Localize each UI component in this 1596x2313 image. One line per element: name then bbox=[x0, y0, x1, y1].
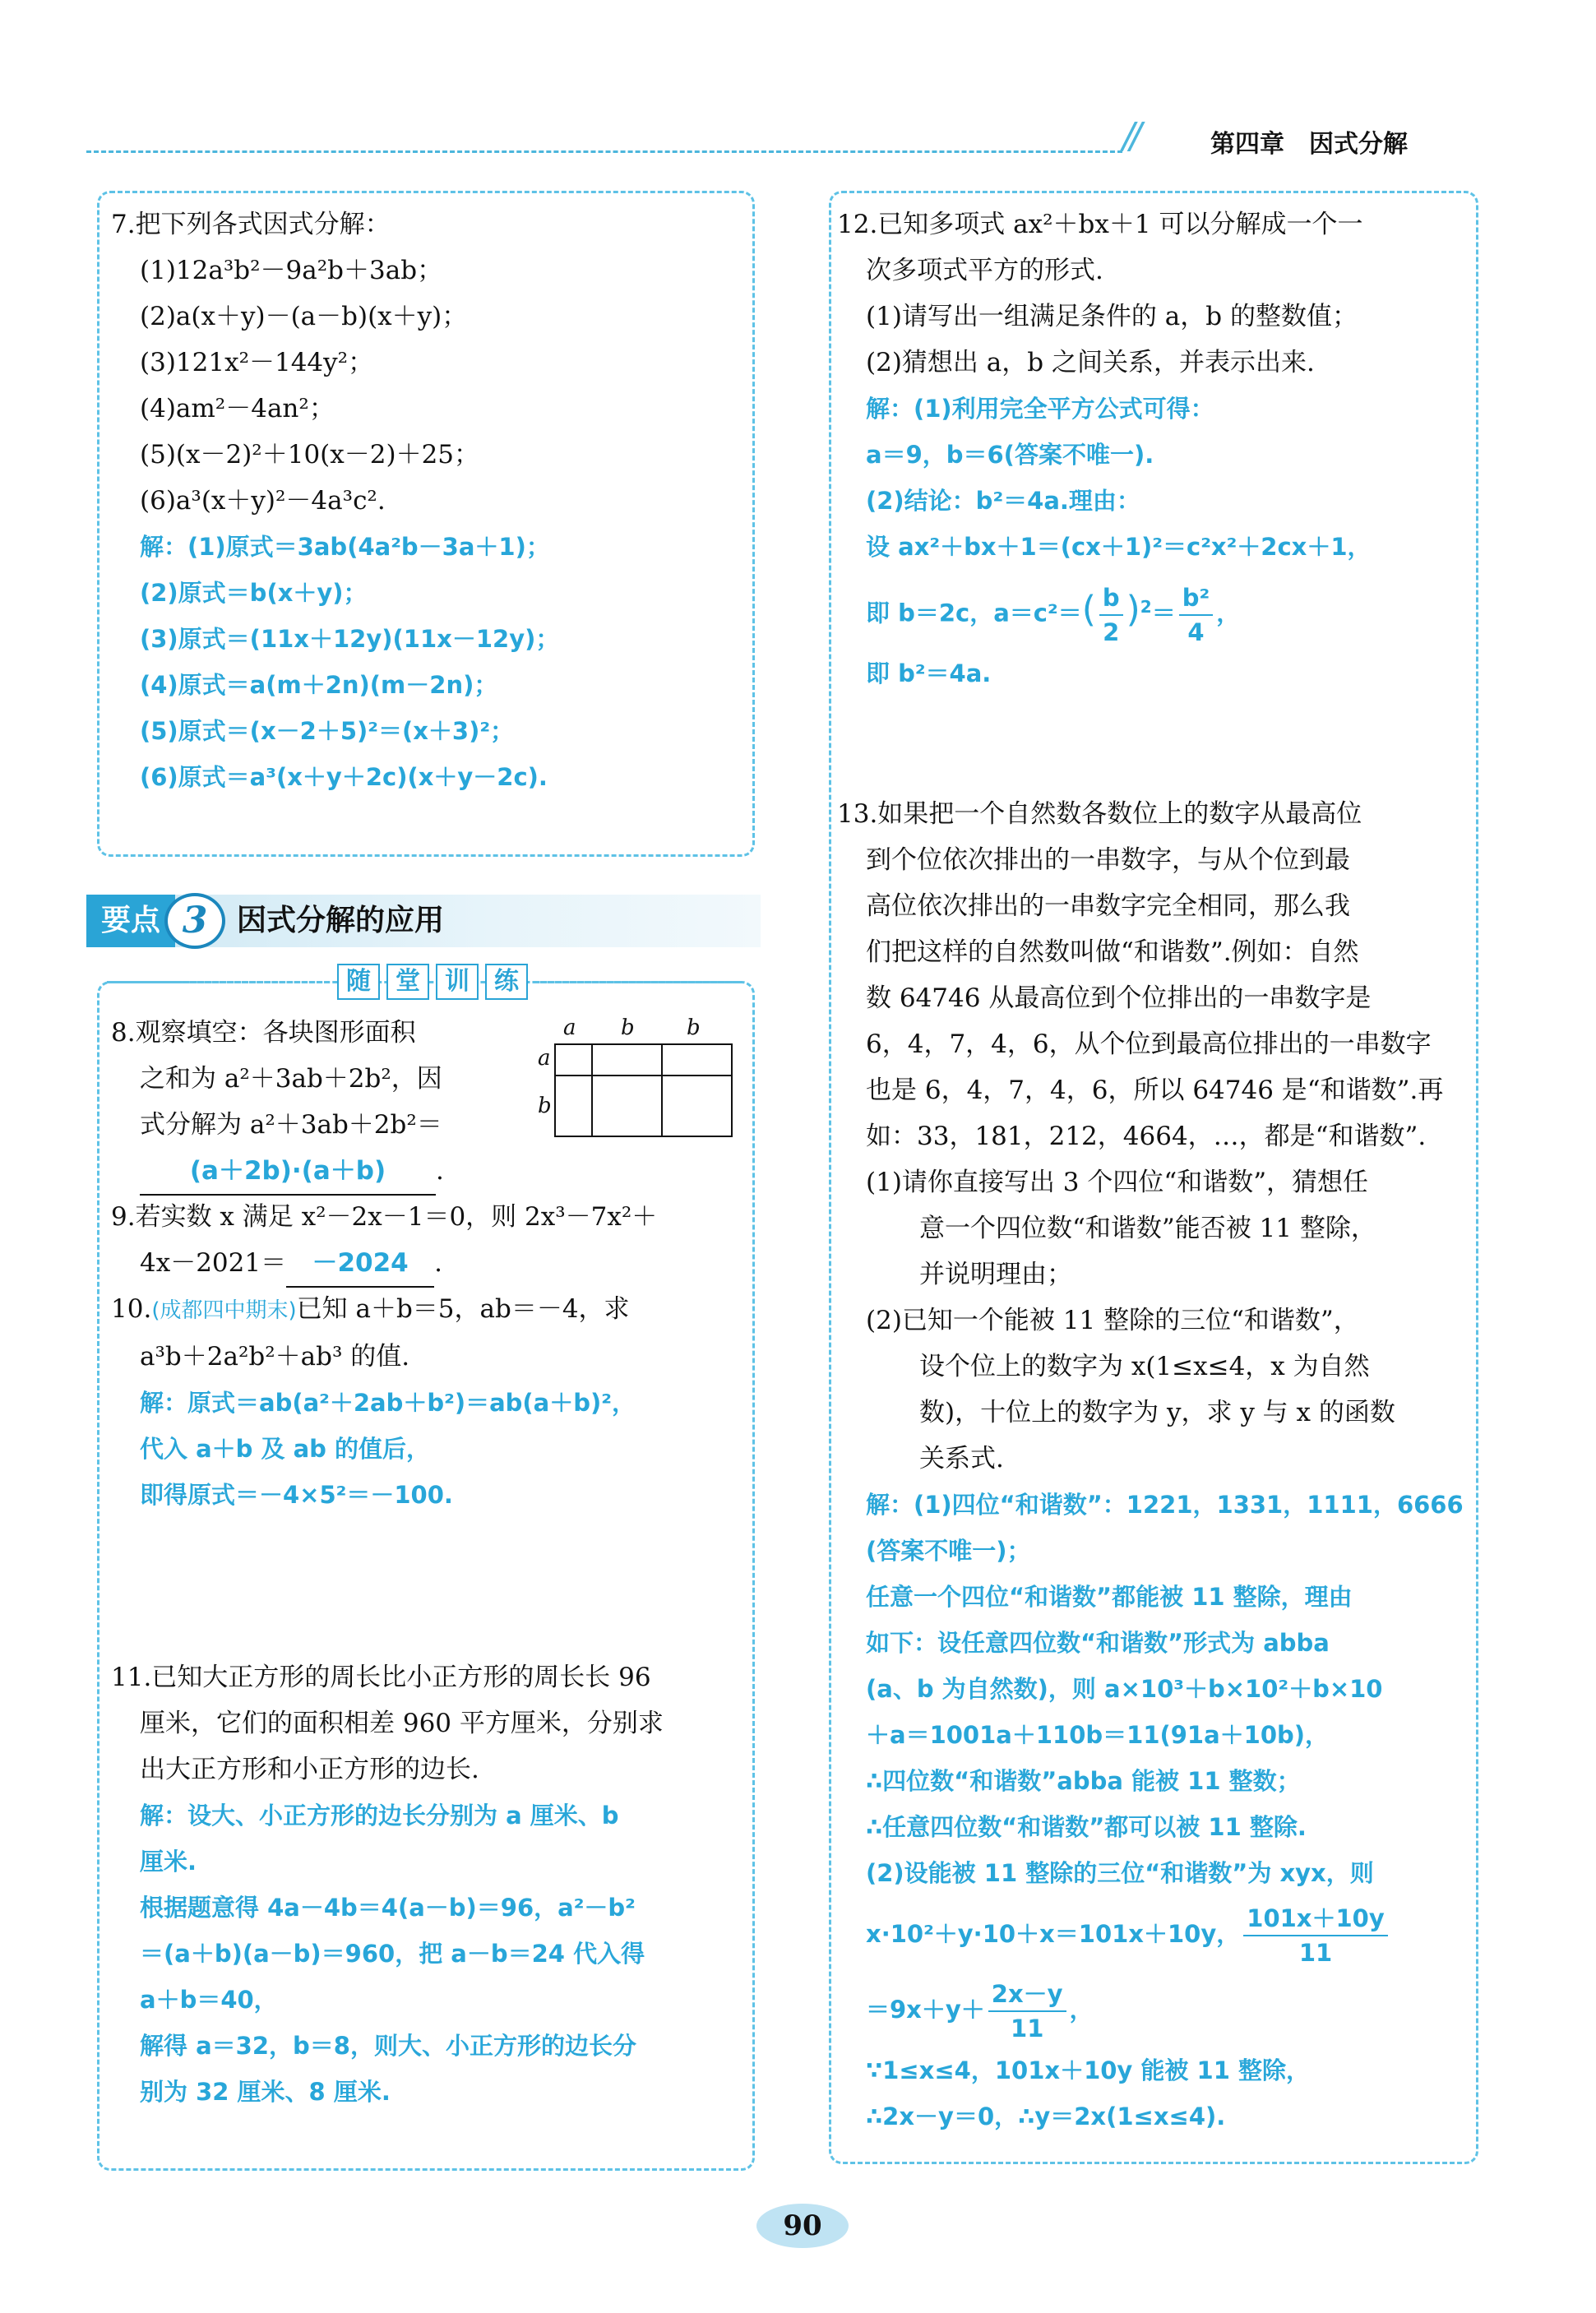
q10-solution-line: 代入 a＋b 及 ab 的值后， bbox=[140, 1435, 431, 1463]
q7-item: (2)a(x＋y)－(a－b)(x＋y)； bbox=[140, 302, 468, 331]
q13-line: 们把这样的自然数叫做“和谐数”.例如：自然 bbox=[866, 937, 1359, 967]
q10-solution-line: 即得原式＝－4×5²＝－100. bbox=[140, 1481, 453, 1509]
q13-solution-line: 任意一个四位“和谐数”都能被 11 整除，理由 bbox=[866, 1583, 1353, 1611]
q12-frac-mid: ＝ bbox=[1151, 599, 1176, 627]
q13-line: 也是 6，4，7，4，6，所以 64746 是“和谐数”.再 bbox=[866, 1076, 1444, 1105]
q13-fraction-2x-y-over-11: $\frac{2x-y}{11}$ bbox=[988, 1978, 1066, 2045]
q7-item: (3)121x²－144y²； bbox=[140, 348, 374, 377]
q12-line: (1)请写出一组满足条件的 a，b 的整数值； bbox=[866, 302, 1358, 331]
q12-line: (2)猜想出 a，b 之间关系，并表示出来. bbox=[866, 348, 1315, 377]
q7-block bbox=[111, 201, 559, 800]
training-char: 训 bbox=[436, 964, 479, 1000]
q11-solution-line: a＋b＝40， bbox=[140, 1986, 278, 2014]
q8-line: 之和为 a²＋3ab＋2b²，因 bbox=[140, 1064, 442, 1094]
q13-fraction-101x10y-over-11: $\frac{101x+10y}{11}$ bbox=[1243, 1902, 1388, 1969]
q10-line1: 已知 a＋b＝5，ab＝－4，求 bbox=[296, 1294, 630, 1324]
q7-title: 7.把下列各式因式分解： bbox=[111, 210, 391, 239]
fig-outline bbox=[555, 1044, 732, 1136]
q9-line2: 4x－2021＝ bbox=[140, 1248, 287, 1278]
q11-solution-line: ＝(a＋b)(a－b)＝960，把 a－b＝24 代入得 bbox=[140, 1940, 645, 1968]
fig-label-top-a: a bbox=[563, 1015, 576, 1040]
q13-fraction-line-1 bbox=[837, 1896, 1464, 1972]
q13-part2-line: 关系式. bbox=[919, 1444, 1004, 1473]
fig-label-side-a: a bbox=[538, 1046, 551, 1071]
q13-part1-line: 并说明理由； bbox=[919, 1260, 1072, 1289]
q7-solution-line: (5)原式＝(x－2＋5)²＝(x＋3)²； bbox=[140, 717, 515, 745]
q9-line1: 9.若实数 x 满足 x²－2x－1＝0，则 2x³－7x²＋ bbox=[111, 1202, 658, 1232]
chapter-title: 第四章 因式分解 bbox=[1210, 130, 1408, 159]
q13-solution-end: ∴2x－y＝0，∴y＝2x(1≤x≤4). bbox=[866, 2103, 1226, 2130]
q12-fraction-b2-over-4: $\frac{\text{b²}}{4}$ bbox=[1179, 581, 1213, 649]
q8-line: 式分解为 a²＋3ab＋2b²＝ bbox=[140, 1110, 442, 1140]
q10-source: (成都四中期末) bbox=[151, 1298, 297, 1323]
q12-line: 12.已知多项式 ax²＋bx＋1 可以分解成一个一 bbox=[837, 210, 1363, 239]
q13-line: 6，4，7，4，6，从个位到最高位排出的一串数字 bbox=[866, 1029, 1432, 1059]
q13-frac2-end: ， bbox=[1069, 1996, 1094, 2024]
q13-part1-line: 意一个四位数“和谐数”能否被 11 整除， bbox=[919, 1214, 1376, 1243]
q13-block bbox=[837, 791, 1464, 2140]
header-slash-mark: // bbox=[1122, 115, 1137, 157]
q7-solution-line: (6)原式＝a³(x＋y＋2c)(x＋y－2c). bbox=[140, 763, 548, 791]
q10-solution-line: 解：原式＝ab(a²＋2ab＋b²)＝ab(a＋b)²， bbox=[140, 1389, 636, 1417]
q13-part1-line: (1)请你直接写出 3 个四位“和谐数”，猜想任 bbox=[866, 1168, 1369, 1197]
q7-solution-line: 解：(1)原式＝3ab(4a²b－3a＋1)； bbox=[140, 533, 550, 561]
q12-block bbox=[837, 201, 1372, 696]
q12-solution-line: (2)结论：b²＝4a.理由： bbox=[866, 487, 1140, 515]
q13-fraction-line-2 bbox=[837, 1972, 1464, 2047]
q11-line: 11.已知大正方形的周长比小正方形的周长长 96 bbox=[111, 1663, 651, 1692]
q13-frac2-prefix: ＝9x＋y＋ bbox=[866, 1996, 985, 2024]
q8-answer-blank: (a＋2b)·(a＋b) bbox=[140, 1148, 436, 1196]
section-badge: 要点 bbox=[86, 895, 175, 947]
training-divider-right bbox=[534, 981, 740, 983]
q7-solution-line: (3)原式＝(11x＋12y)(11x－12y)； bbox=[140, 625, 560, 653]
q7-item: (1)12a³b²－9a²b＋3ab； bbox=[140, 256, 443, 285]
q13-solution-line: ＋a＝1001a＋110b＝11(91a＋10b)， bbox=[866, 1721, 1330, 1749]
q13-solution-line: 如下：设任意四位数“和谐数”形式为 abba bbox=[866, 1629, 1330, 1657]
training-divider-left bbox=[107, 981, 329, 983]
section-number-badge: 3 bbox=[164, 893, 225, 949]
q13-solution-end: ∵1≤x≤4，101x＋10y 能被 11 整除， bbox=[866, 2056, 1310, 2084]
q13-line: 13.如果把一个自然数各数位上的数字从最高位 bbox=[837, 799, 1362, 829]
fig-label-top-b2: b bbox=[687, 1015, 701, 1040]
q10-line2: a³b＋2a²b²＋ab³ 的值. bbox=[140, 1342, 410, 1372]
q11-solution-line: 根据题意得 4a－4b＝4(a－b)＝96，a²－b² bbox=[140, 1894, 636, 1922]
q8-area-figure bbox=[534, 1010, 740, 1141]
q13-part2-line: 设个位上的数字为 x(1≤x≤4，x 为自然 bbox=[919, 1352, 1370, 1381]
training-char: 练 bbox=[485, 964, 528, 1000]
q11-solution-line: 厘米. bbox=[140, 1848, 197, 1876]
q13-line: 数 64746 从最高位到个位排出的一串数字是 bbox=[866, 983, 1372, 1013]
section-title: 因式分解的应用 bbox=[237, 904, 445, 937]
training-label bbox=[337, 964, 528, 1000]
q7-solution-line: (4)原式＝a(m＋2n)(m－2n)； bbox=[140, 671, 498, 699]
training-char: 随 bbox=[337, 964, 380, 1000]
q12-frac-end: ， bbox=[1216, 599, 1241, 627]
q13-solution-line: (2)设能被 11 整除的三位“和谐数”为 xyx，则 bbox=[866, 1859, 1374, 1887]
page-number: 90 bbox=[756, 2204, 849, 2248]
q8-block bbox=[111, 1010, 444, 1196]
q11-solution-line: 别为 32 厘米、8 厘米. bbox=[140, 2078, 391, 2106]
q13-frac1-prefix: x·10²＋y·10＋x＝101x＋10y， bbox=[866, 1920, 1241, 1948]
q13-line: 高位依次排出的一串数字完全相同，那么我 bbox=[866, 891, 1350, 921]
q12-solution-line: a＝9，b＝6(答案不唯一). bbox=[866, 441, 1154, 469]
q12-line: 次多项式平方的形式. bbox=[866, 256, 1103, 285]
q12-frac-sup: 2 bbox=[1140, 597, 1152, 617]
q9-end: . bbox=[434, 1248, 442, 1278]
q13-solution-line: ∴四位数“和谐数”abba 能被 11 整数； bbox=[866, 1767, 1301, 1795]
q10-number: 10. bbox=[111, 1294, 152, 1324]
q11-line: 厘米，它们的面积相差 960 平方厘米，分别求 bbox=[140, 1709, 664, 1738]
q9-answer-blank: －2024 bbox=[286, 1240, 434, 1288]
q10-block bbox=[111, 1286, 636, 1518]
fig-label-top-b1: b bbox=[621, 1015, 635, 1040]
q7-item: (4)am²－4an²； bbox=[140, 394, 335, 423]
q8-line: 8.观察填空：各块图形面积 bbox=[111, 1018, 416, 1048]
q12-fraction-line: 即 b＝2c，a＝c²＝( $\frac{b}{2}$ )$^2$＝ $\frac{\text{b²}}{4}$ ， bbox=[837, 570, 1372, 650]
q13-line: 如：33，181，212，4664，…，都是“和谐数”. bbox=[866, 1122, 1427, 1151]
q7-solution-line: (2)原式＝b(x＋y)； bbox=[140, 579, 368, 607]
q13-solution-line: 解：(1)四位“和谐数”：1221，1331，1111，6666 bbox=[866, 1491, 1464, 1519]
training-char: 堂 bbox=[386, 964, 429, 1000]
q8-end: . bbox=[436, 1156, 444, 1186]
q13-part2-line: (2)已知一个能被 11 整除的三位“和谐数”， bbox=[866, 1306, 1359, 1335]
q9-block bbox=[111, 1194, 657, 1288]
q13-solution-line: (a、b 为自然数)，则 a×10³＋b×10²＋b×10 bbox=[866, 1675, 1383, 1703]
q12-frac-prefix: 即 b＝2c，a＝c²＝ bbox=[866, 599, 1082, 627]
fig-label-side-b: b bbox=[538, 1094, 552, 1118]
q12-solution-line: 设 ax²＋bx＋1＝(cx＋1)²＝c²x²＋2cx＋1， bbox=[866, 533, 1372, 561]
q7-item: (6)a³(x＋y)²－4a³c². bbox=[140, 486, 386, 516]
q13-line: 到个位依次排出的一串数字，与从个位到最 bbox=[866, 845, 1350, 875]
q11-line: 出大正方形和小正方形的边长. bbox=[140, 1755, 479, 1784]
q11-solution-line: 解得 a＝32，b＝8，则大、小正方形的边长分 bbox=[140, 2032, 636, 2060]
q12-fraction-b-over-2: $\frac{b}{2}$ bbox=[1099, 581, 1123, 649]
q13-solution-line: (答案不唯一)； bbox=[866, 1537, 1031, 1565]
q11-block bbox=[111, 1654, 664, 2115]
q13-part2-line: 数)，十位上的数字为 y，求 y 与 x 的函数 bbox=[919, 1398, 1395, 1427]
q11-solution-line: 解：设大、小正方形的边长分别为 a 厘米、b bbox=[140, 1802, 619, 1830]
q12-solution-last: 即 b²＝4a. bbox=[866, 659, 992, 687]
q7-item: (5)(x－2)²＋10(x－2)＋25； bbox=[140, 440, 480, 470]
q12-solution-line: 解：(1)利用完全平方公式可得： bbox=[866, 395, 1214, 423]
q13-solution-line: ∴任意四位数“和谐数”都可以被 11 整除. bbox=[866, 1813, 1307, 1841]
header-rule bbox=[86, 150, 1122, 153]
